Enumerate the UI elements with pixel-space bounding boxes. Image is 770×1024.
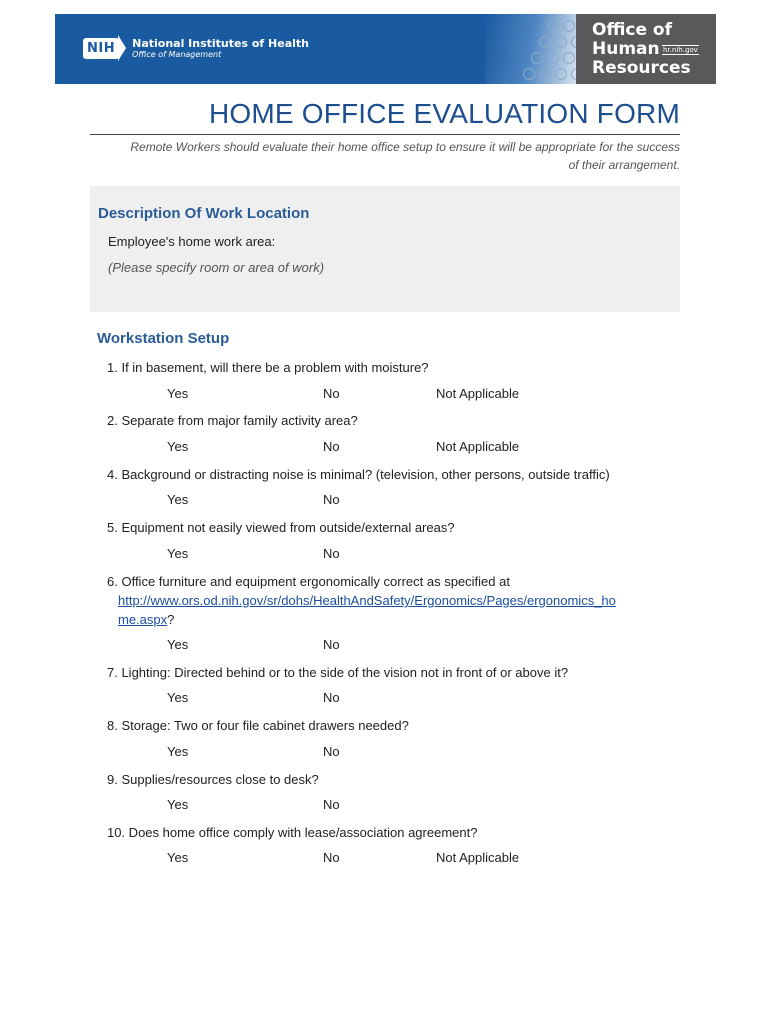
nih-name: National Institutes of Health [132, 36, 309, 50]
q8-yes-option[interactable]: Yes [167, 744, 189, 759]
nih-subname: Office of Management [132, 49, 222, 59]
question-10: 10. Does home office comply with lease/association agreement? [107, 825, 478, 840]
q1-na-option[interactable]: Not Applicable [436, 386, 520, 401]
question-8: 8. Storage: Two or four file cabinet drawers needed? [107, 718, 409, 733]
question-7: 7. Lighting: Directed behind or to the side of the vision not in front of or above it? [107, 665, 569, 680]
ohr-line3: Resources [592, 58, 691, 78]
q10-yes-option[interactable]: Yes [167, 850, 189, 865]
home-work-area-label: Employee's home work area: [108, 234, 276, 249]
subtitle-line-2: of their arrangement. [568, 158, 680, 172]
q6-yes-option[interactable]: Yes [167, 637, 189, 652]
q6-no-option[interactable]: No [323, 637, 340, 652]
q9-yes-option[interactable]: Yes [167, 797, 189, 812]
ohr-line1: Office of [592, 20, 673, 40]
question-6-suffix: ? [167, 612, 175, 627]
q4-yes-option[interactable]: Yes [167, 492, 189, 507]
header-banner [55, 14, 716, 84]
page-title: HOME OFFICE EVALUATION FORM [208, 98, 680, 129]
ohr-line2: Human [592, 39, 660, 59]
q7-yes-option[interactable]: Yes [167, 690, 189, 705]
subtitle-line-1: Remote Workers should evaluate their home office setup to ensure it will be appropriate for the success [130, 140, 680, 154]
question-6 [107, 572, 672, 629]
question-6-text: 6. Office furniture and equipment ergonomically correct as specified at [107, 574, 510, 589]
ohr-logo [576, 14, 716, 84]
q10-no-option[interactable]: No [323, 850, 340, 865]
ergonomics-link-part-1[interactable]: http://www.ors.od.nih.gov/sr/dohs/HealthAndSafety/Ergonomics/Pages/ergonomics_ho [118, 593, 616, 608]
q1-no-option[interactable]: No [323, 386, 340, 401]
nih-logo [83, 35, 309, 61]
question-4: 4. Background or distracting noise is minimal? (television, other persons, outside traffic) [107, 467, 610, 482]
nih-chevron-icon [118, 35, 126, 61]
title-divider [90, 134, 680, 135]
q5-yes-option[interactable]: Yes [167, 546, 189, 561]
description-heading: Description Of Work Location [98, 205, 310, 222]
q9-no-option[interactable]: No [323, 797, 340, 812]
q2-no-option[interactable]: No [323, 439, 340, 454]
question-2: 2. Separate from major family activity area? [107, 413, 358, 428]
q4-no-option[interactable]: No [323, 492, 340, 507]
description-section [90, 186, 680, 312]
subtitle [90, 138, 680, 174]
q8-no-option[interactable]: No [323, 744, 340, 759]
question-1: 1. If in basement, will there be a problem with moisture? [107, 360, 429, 375]
q2-na-option[interactable]: Not Applicable [436, 439, 520, 454]
nih-abbr: NIH [83, 38, 119, 59]
q1-yes-option[interactable]: Yes [167, 386, 189, 401]
ohr-url: hr.nih.gov [663, 46, 698, 54]
question-9: 9. Supplies/resources close to desk? [107, 772, 319, 787]
q5-no-option[interactable]: No [323, 546, 340, 561]
q2-yes-option[interactable]: Yes [167, 439, 189, 454]
workstation-heading: Workstation Setup [97, 330, 230, 347]
ergonomics-link-part-2[interactable]: me.aspx [118, 612, 168, 627]
q7-no-option[interactable]: No [323, 690, 340, 705]
question-5: 5. Equipment not easily viewed from outside/external areas? [107, 520, 455, 535]
q10-na-option[interactable]: Not Applicable [436, 850, 520, 865]
home-work-area-field[interactable]: (Please specify room or area of work) [108, 260, 325, 275]
